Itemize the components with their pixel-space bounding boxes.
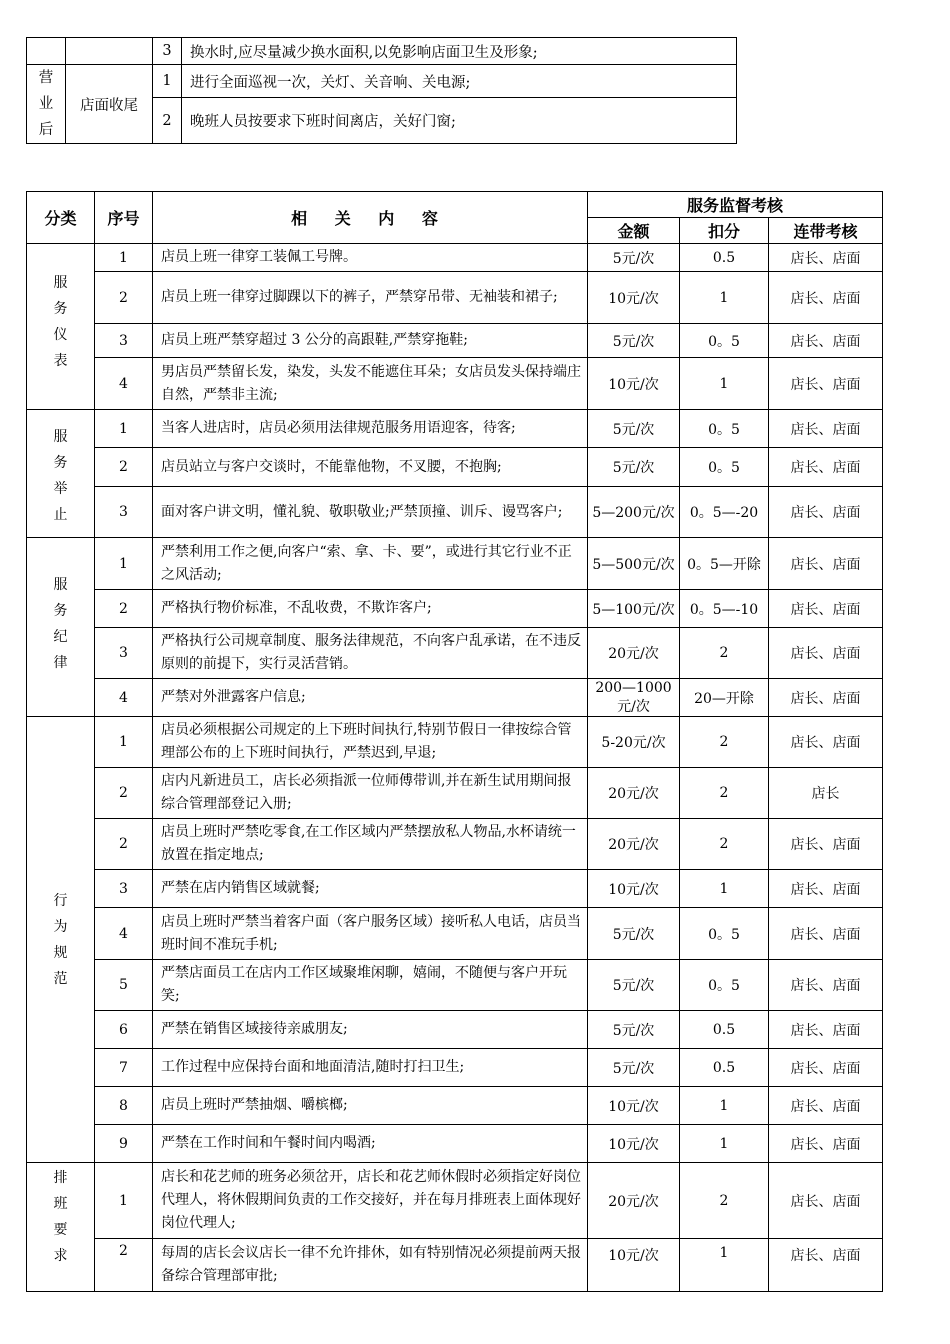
row-number: 7 (95, 1049, 153, 1087)
row-number: 4 (95, 908, 153, 960)
top-table (26, 37, 737, 144)
row-deduct: 1 (680, 358, 769, 410)
row-deduct: 0。5—-20 (680, 487, 769, 538)
table-row (27, 38, 737, 65)
row-joint: 店长、店面 (769, 410, 883, 448)
row-deduct: 1 (680, 1125, 769, 1163)
table-row (27, 410, 883, 448)
row-content: 店员上班时严禁吃零食,在工作区域内严禁摆放私人物品,水杯请统一放置在指定地点; (153, 819, 588, 870)
table-row (27, 628, 883, 679)
row-joint: 店长、店面 (769, 448, 883, 487)
row-deduct: 2 (680, 768, 769, 819)
category-cell (27, 65, 66, 144)
row-deduct: 0。5 (680, 324, 769, 358)
table-row (27, 324, 883, 358)
table-cell (66, 38, 153, 65)
row-amount: 5—200元/次 (588, 487, 680, 538)
row-content: 店员必须根据公司规定的上下班时间执行,特别节假日一律按综合管理部公布的上下班时间执行，严禁迟到,早退; (153, 717, 588, 768)
header-joint: 连带考核 (769, 218, 883, 244)
header-group: 服务监督考核 (588, 192, 883, 218)
row-joint: 店长 (769, 768, 883, 819)
row-amount: 5元/次 (588, 324, 680, 358)
row-joint: 店长、店面 (769, 1163, 883, 1239)
table-row (27, 244, 883, 272)
row-number: 3 (153, 38, 182, 65)
row-number: 2 (153, 98, 182, 144)
row-number: 1 (153, 65, 182, 98)
row-joint: 店长、店面 (769, 324, 883, 358)
row-joint: 店长、店面 (769, 358, 883, 410)
header-deduct: 扣分 (680, 218, 769, 244)
row-number: 1 (95, 1163, 153, 1239)
category-char: 营 (38, 70, 54, 86)
row-amount: 5元/次 (588, 410, 680, 448)
row-joint: 店长、店面 (769, 538, 883, 590)
row-joint: 店长、店面 (769, 487, 883, 538)
row-joint: 店长、店面 (769, 679, 883, 717)
row-number: 1 (95, 538, 153, 590)
row-deduct: 1 (680, 272, 769, 324)
section-label: 服 务 仪 表 (27, 244, 95, 410)
main-table (26, 191, 883, 1292)
row-content: 店员上班一律穿工装佩工号牌。 (153, 244, 588, 272)
row-amount: 20元/次 (588, 628, 680, 679)
table-row (27, 768, 883, 819)
section-label: 行 为 规 范 (27, 717, 95, 1163)
table-row (27, 1049, 883, 1087)
row-amount: 5—500元/次 (588, 538, 680, 590)
row-content: 店长和花艺师的班务必须岔开，店长和花艺师休假时必须指定好岗位代理人，将休假期间负责的工作交接好，并在每月排班表上面体现好岗位代理人; (153, 1163, 588, 1239)
row-number: 4 (95, 358, 153, 410)
row-deduct: 0。5—开除 (680, 538, 769, 590)
table-row (27, 1239, 883, 1292)
row-amount: 5元/次 (588, 960, 680, 1011)
row-number: 4 (95, 679, 153, 717)
row-amount: 20元/次 (588, 819, 680, 870)
row-joint: 店长、店面 (769, 1049, 883, 1087)
row-joint: 店长、店面 (769, 244, 883, 272)
row-number: 2 (95, 272, 153, 324)
table-row (27, 679, 883, 717)
row-amount: 20元/次 (588, 768, 680, 819)
table-row (27, 870, 883, 908)
row-content: 严禁对外泄露客户信息; (153, 679, 588, 717)
table-row (27, 1087, 883, 1125)
row-joint: 店长、店面 (769, 1125, 883, 1163)
row-number: 3 (95, 870, 153, 908)
row-amount: 10元/次 (588, 1239, 680, 1292)
table-row (27, 717, 883, 768)
row-deduct: 0.5 (680, 244, 769, 272)
section-label: 排 班 要 求 (27, 1163, 95, 1292)
row-amount: 10元/次 (588, 358, 680, 410)
row-content: 店员上班严禁穿超过 3 公分的高跟鞋,严禁穿拖鞋; (153, 324, 588, 358)
row-deduct: 1 (680, 1087, 769, 1125)
row-amount: 5—100元/次 (588, 590, 680, 628)
row-content: 男店员严禁留长发，染发，头发不能遮住耳朵；女店员发头保持端庄自然，严禁非主流; (153, 358, 588, 410)
row-number: 3 (95, 628, 153, 679)
row-content: 店内凡新进员工，店长必须指派一位师傅带训,并在新生试用期间报综合管理部登记入册; (153, 768, 588, 819)
row-amount: 5元/次 (588, 448, 680, 487)
row-deduct: 2 (680, 819, 769, 870)
section-label: 服 务 纪 律 (27, 538, 95, 717)
row-deduct: 2 (680, 1163, 769, 1239)
row-joint: 店长、店面 (769, 870, 883, 908)
row-content: 严禁在店内销售区域就餐; (153, 870, 588, 908)
row-content: 严禁利用工作之便,向客户“索、拿、卡、要”，或进行其它行业不正之风活动; (153, 538, 588, 590)
row-amount: 5元/次 (588, 244, 680, 272)
row-content: 工作过程中应保持台面和地面清洁,随时打扫卫生; (153, 1049, 588, 1087)
row-content: 严格执行公司规章制度、服务法律规范，不向客户乱承诺，在不违反原则的前提下，实行灵活营销。 (153, 628, 588, 679)
row-amount: 5-20元/次 (588, 717, 680, 768)
row-amount: 10元/次 (588, 272, 680, 324)
row-joint: 店长、店面 (769, 1087, 883, 1125)
table-row (27, 1163, 883, 1239)
table-row (27, 448, 883, 487)
row-content: 当客人进店时，店员必须用法律规范服务用语迎客，待客; (153, 410, 588, 448)
header-amount: 金额 (588, 218, 680, 244)
row-deduct: 2 (680, 717, 769, 768)
row-deduct: 0。5 (680, 960, 769, 1011)
row-number: 2 (95, 819, 153, 870)
row-joint: 店长、店面 (769, 819, 883, 870)
header-seq: 序号 (95, 192, 153, 244)
row-content: 店员上班时严禁抽烟、嚼槟榔; (153, 1087, 588, 1125)
section-label: 服 务 举 止 (27, 410, 95, 538)
row-content: 店员上班时严禁当着客户面（客户服务区域）接听私人电话，店员当班时间不准玩手机; (153, 908, 588, 960)
row-deduct: 0。5 (680, 410, 769, 448)
row-content: 严禁在销售区域接待亲戚朋友; (153, 1011, 588, 1049)
row-deduct: 0。5 (680, 908, 769, 960)
row-joint: 店长、店面 (769, 272, 883, 324)
table-cell (27, 38, 66, 65)
row-deduct: 1 (680, 870, 769, 908)
row-joint: 店长、店面 (769, 1239, 883, 1292)
row-amount: 10元/次 (588, 1125, 680, 1163)
row-number: 2 (95, 768, 153, 819)
row-content: 每周的店长会议店长一律不允许排休，如有特别情况必须提前两天报备综合管理部审批; (153, 1239, 588, 1292)
table-row (27, 1125, 883, 1163)
row-deduct: 2 (680, 628, 769, 679)
row-deduct: 1 (680, 1239, 769, 1292)
row-deduct: 0。5—-10 (680, 590, 769, 628)
row-deduct: 0.5 (680, 1049, 769, 1087)
row-number: 2 (95, 448, 153, 487)
row-content: 晚班人员按要求下班时间离店，关好门窗; (182, 98, 737, 144)
table-row (27, 1011, 883, 1049)
row-deduct: 0.5 (680, 1011, 769, 1049)
row-amount: 5元/次 (588, 908, 680, 960)
header-category: 分类 (27, 192, 95, 244)
row-number: 2 (95, 590, 153, 628)
row-number: 9 (95, 1125, 153, 1163)
row-content: 进行全面巡视一次，关灯、关音响、关电源; (182, 65, 737, 98)
row-number: 1 (95, 244, 153, 272)
row-content: 面对客户讲文明，懂礼貌、敬职敬业;严禁顶撞、训斥、谩骂客户; (153, 487, 588, 538)
subcategory-cell: 店面收尾 (66, 65, 153, 144)
row-amount: 10元/次 (588, 1087, 680, 1125)
table-row (27, 590, 883, 628)
category-char: 业 (38, 96, 54, 112)
table-row (27, 908, 883, 960)
row-number: 2 (95, 1239, 153, 1292)
row-number: 3 (95, 487, 153, 538)
row-number: 6 (95, 1011, 153, 1049)
row-deduct: 20—开除 (680, 679, 769, 717)
table-row (27, 487, 883, 538)
row-joint: 店长、店面 (769, 717, 883, 768)
header-row (27, 192, 883, 218)
row-number: 1 (95, 717, 153, 768)
row-joint: 店长、店面 (769, 590, 883, 628)
row-amount: 5元/次 (588, 1011, 680, 1049)
row-number: 5 (95, 960, 153, 1011)
row-deduct: 0。5 (680, 448, 769, 487)
table-row (27, 358, 883, 410)
row-joint: 店长、店面 (769, 908, 883, 960)
row-joint: 店长、店面 (769, 628, 883, 679)
header-content: 相 关 内 容 (153, 192, 588, 244)
table-row (27, 819, 883, 870)
row-content: 严格执行物价标准，不乱收费，不欺诈客户; (153, 590, 588, 628)
row-content: 店员站立与客户交谈时，不能靠他物，不叉腰，不抱胸; (153, 448, 588, 487)
row-amount: 200—1000元/次 (588, 679, 680, 717)
row-number: 8 (95, 1087, 153, 1125)
table-row (27, 960, 883, 1011)
row-joint: 店长、店面 (769, 1011, 883, 1049)
row-amount: 10元/次 (588, 870, 680, 908)
row-content: 换水时,应尽量减少换水面积,以免影响店面卫生及形象; (182, 38, 737, 65)
row-content: 店员上班一律穿过脚踝以下的裤子，严禁穿吊带、无袖装和裙子; (153, 272, 588, 324)
table-row (27, 272, 883, 324)
row-number: 3 (95, 324, 153, 358)
row-number: 1 (95, 410, 153, 448)
row-amount: 5元/次 (588, 1049, 680, 1087)
row-joint: 店长、店面 (769, 960, 883, 1011)
table-row (27, 538, 883, 590)
row-content: 严禁在工作时间和午餐时间内喝酒; (153, 1125, 588, 1163)
table-row (27, 65, 737, 98)
category-char: 后 (38, 122, 54, 138)
row-content: 严禁店面员工在店内工作区域聚堆闲聊，嬉闹，不随便与客户开玩笑; (153, 960, 588, 1011)
row-amount: 20元/次 (588, 1163, 680, 1239)
